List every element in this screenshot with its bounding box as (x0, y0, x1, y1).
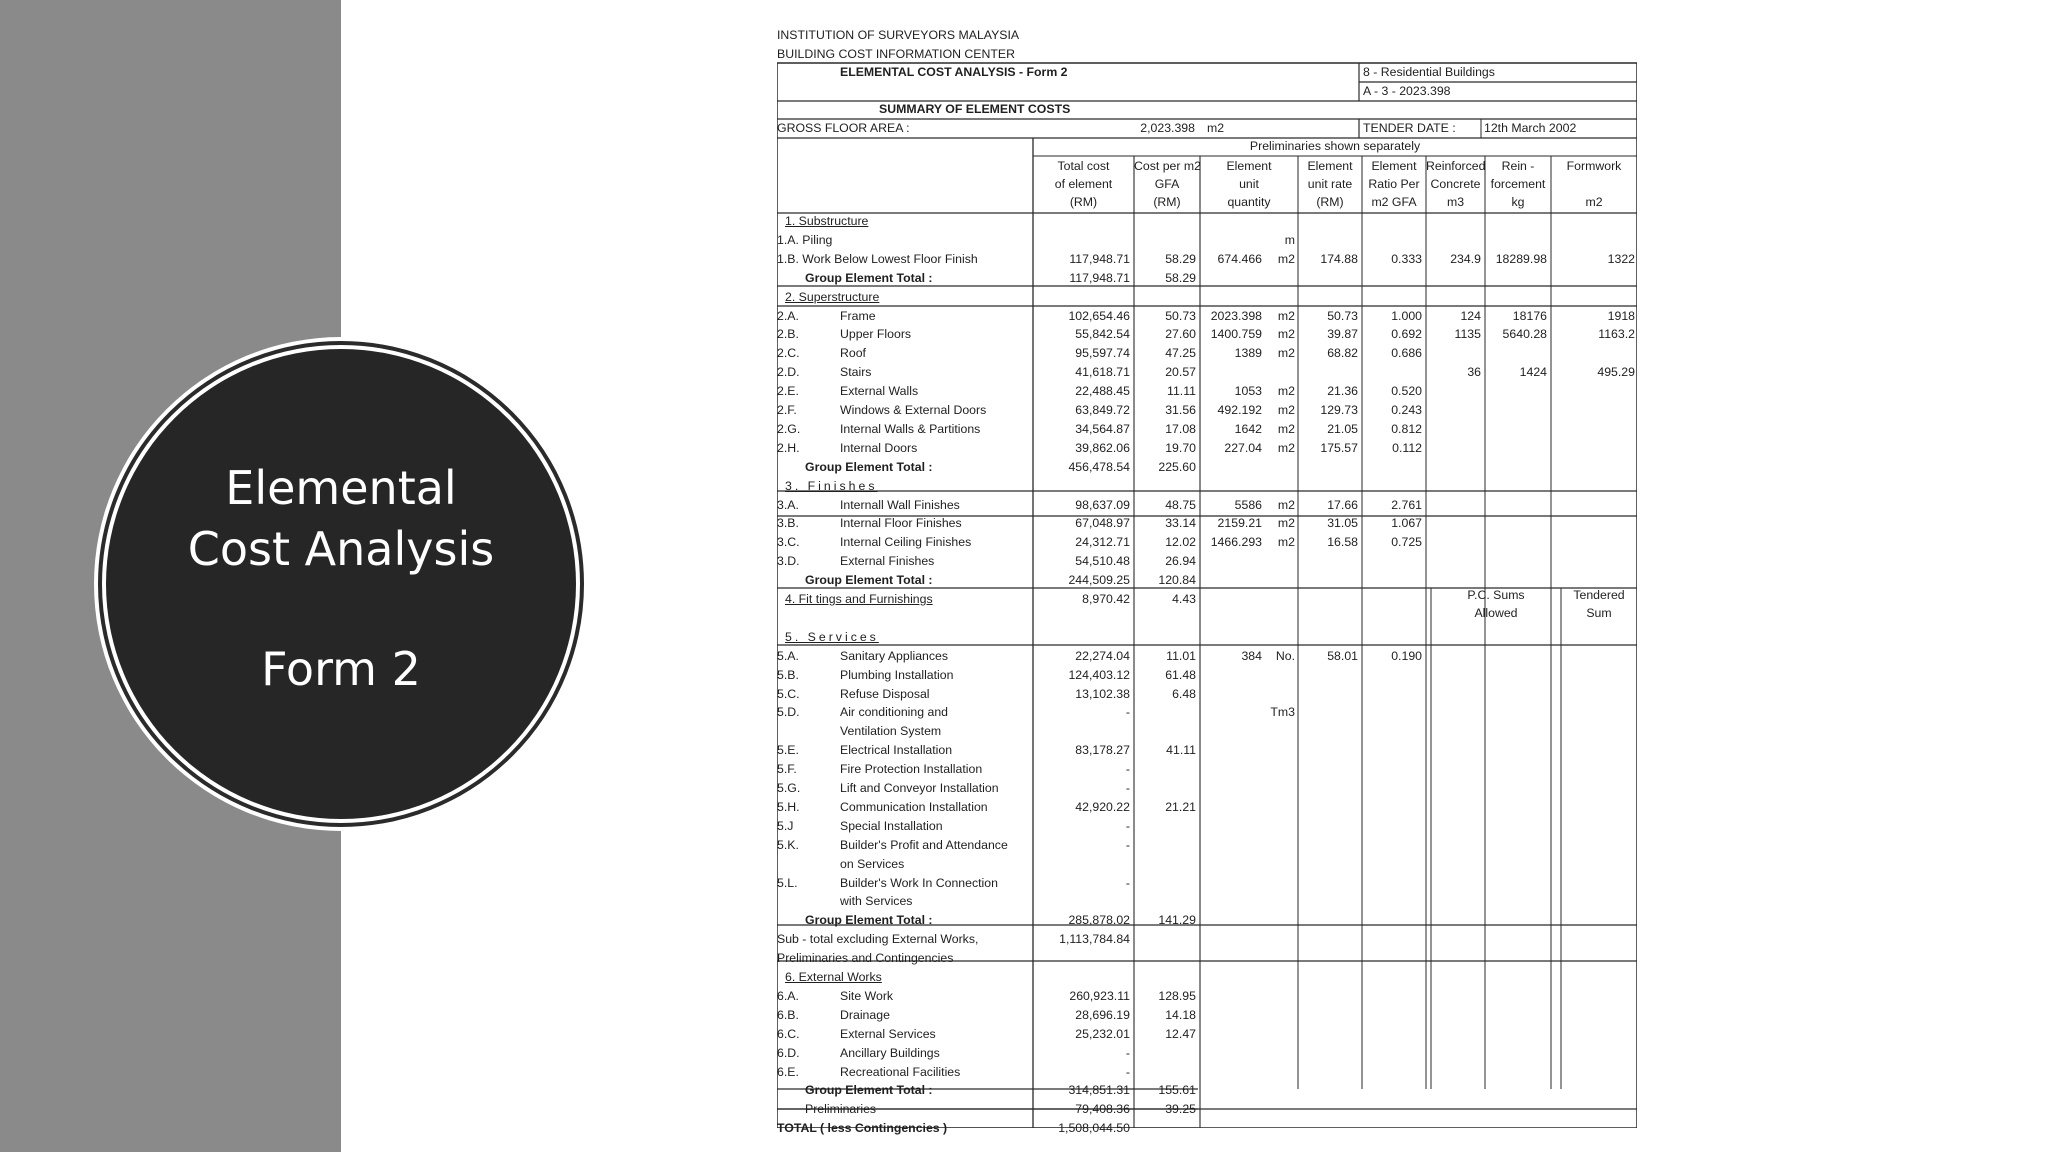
row-total-cost: 67,048.97 (1075, 516, 1130, 531)
row-code: 5.L. (777, 875, 798, 890)
row-element-quantity: 1389 (1234, 346, 1262, 361)
column-header-ratio: m2 GFA (1371, 195, 1417, 209)
column-header-cost-per-m2: Cost per m2 (1134, 159, 1201, 173)
row-cost-per-m2: 12.47 (1165, 1026, 1196, 1041)
row-element-name: Ancillary Buildings (840, 1045, 940, 1060)
row-code: 5.K. (777, 837, 799, 852)
column-header-unit-rate: Element (1307, 159, 1353, 173)
row-code: 3.A. (777, 497, 799, 512)
row-concrete: 234.9 (1450, 251, 1481, 266)
row-concrete: 124 (1460, 308, 1481, 323)
row-element-unit: m2 (1277, 384, 1295, 399)
row-total-cost: 1,508,044.50 (1058, 1121, 1130, 1136)
row-cost-per-m2: 128.95 (1158, 988, 1196, 1003)
reference-number: A - 3 - 2023.398 (1363, 84, 1451, 98)
row-element-unit: m2 (1277, 327, 1295, 342)
column-header-element-unit: quantity (1227, 195, 1271, 209)
row-code: 2.H. (777, 440, 800, 455)
row-cost-per-m2: 33.14 (1165, 516, 1196, 531)
row-element-unit: m (1284, 232, 1295, 247)
row-cost-per-m2: 48.75 (1165, 497, 1196, 512)
row-code: 2.G. (777, 421, 801, 436)
row-element-name: Recreational Facilities (840, 1064, 961, 1079)
row-element-name: Lift and Conveyor Installation (840, 781, 999, 795)
column-header-unit-rate: (RM) (1316, 195, 1344, 209)
row-cost-per-m2: 155.61 (1158, 1083, 1196, 1098)
row-element-unit: m2 (1277, 535, 1295, 550)
row-element-unit: m2 (1277, 497, 1295, 512)
row-total-cost: 95,597.74 (1075, 346, 1130, 361)
row-cost-per-m2: 11.11 (1167, 384, 1196, 399)
row-total-cost: - (1125, 1045, 1130, 1060)
row-cost-per-m2: 225.60 (1158, 459, 1196, 474)
row-code: 5.B. (777, 667, 799, 682)
row-element-name: with Services (840, 894, 913, 909)
row-element-unit: m2 (1277, 421, 1295, 436)
row-unit-rate: 58.01 (1327, 648, 1358, 663)
row-unit-rate: 39.87 (1327, 327, 1358, 342)
row-element-unit: m2 (1277, 346, 1295, 361)
row-element-unit: m2 (1277, 403, 1295, 417)
row-element-name: External Walls (840, 384, 919, 399)
row-total-cost: 25,232.01 (1075, 1026, 1130, 1041)
row-total-cost: 54,510.48 (1075, 554, 1130, 569)
row-total-cost: 83,178.27 (1075, 743, 1130, 758)
row-total-cost: 39,862.06 (1075, 440, 1130, 455)
row-element-name: Frame (840, 308, 876, 323)
row-code: 5.D. (777, 705, 800, 720)
row-element-ratio: 0.112 (1392, 440, 1422, 455)
row-unit-rate: 21.05 (1327, 421, 1358, 436)
row-code: 6.A. (777, 988, 799, 1003)
column-header-total-cost: of element (1054, 177, 1113, 191)
row-total-cost: - (1125, 1064, 1130, 1079)
row-unit-rate: 174.88 (1320, 251, 1358, 266)
row-cost-per-m2: 50.73 (1165, 308, 1196, 323)
row-element-name: Roof (840, 346, 866, 361)
column-header-unit-rate: unit rate (1307, 177, 1353, 191)
row-unit-rate: 31.05 (1327, 516, 1358, 531)
row-formwork: 1163.2 (1598, 327, 1635, 342)
row-code: 3.C. (777, 535, 800, 550)
column-header-cost-per-m2: (RM) (1153, 195, 1181, 209)
row-element-name: Air conditioning and (840, 705, 949, 720)
row-cost-per-m2: 120.84 (1158, 573, 1196, 588)
row-element-name: Fire Protection Installation (840, 762, 983, 777)
org-center: BUILDING COST INFORMATION CENTER (777, 47, 1015, 61)
row-reinforcement: 18289.98 (1495, 251, 1547, 266)
gfa-value: 2,023.398 (1140, 121, 1195, 135)
column-header-rebar: kg (1511, 195, 1525, 209)
row-concrete: 36 (1467, 365, 1481, 380)
row-element-name: Drainage (840, 1007, 890, 1022)
row-cost-per-m2: 39.25 (1165, 1102, 1196, 1117)
row-code: Sub - total excluding External Works, (777, 932, 979, 947)
row-code: 2.B. (777, 327, 799, 342)
row-total-cost: 117,948.71 (1069, 270, 1130, 285)
column-header-ratio: Ratio Per (1368, 177, 1420, 191)
row-element-unit: m2 (1277, 251, 1295, 266)
row-total-cost: 79,408.36 (1075, 1102, 1130, 1117)
row-total-cost: 124,403.12 (1068, 667, 1130, 682)
row-total-cost: 260,923.11 (1069, 988, 1130, 1003)
row-formwork: 495.29 (1597, 365, 1635, 380)
row-element-quantity: 1053 (1234, 384, 1262, 399)
row-element-quantity: 5586 (1234, 497, 1262, 512)
row-element-name: Builder's Profit and Attendance (840, 837, 1008, 852)
row-concrete: 1135 (1454, 327, 1481, 342)
row-element-quantity: 674.466 (1217, 251, 1262, 266)
row-element-quantity: 2159.21 (1217, 516, 1262, 531)
row-element-name: Group Element Total : (805, 913, 933, 928)
row-element-name: on Services (840, 856, 905, 871)
row-code: 3.D. (777, 554, 800, 569)
row-element-unit: m2 (1277, 440, 1295, 455)
row-cost-per-m2: 58.29 (1165, 270, 1196, 285)
row-reinforcement: 18176 (1512, 308, 1547, 323)
row-element-quantity: 384 (1241, 648, 1262, 663)
row-cost-per-m2: 61.48 (1165, 667, 1196, 682)
row-element-name: Sanitary Appliances (840, 648, 949, 663)
row-total-cost: 55,842.54 (1075, 327, 1130, 342)
row-cost-per-m2: 31.56 (1165, 403, 1196, 417)
pc-sums-label-2: Allowed (1474, 606, 1518, 620)
column-header-cost-per-m2: GFA (1154, 177, 1180, 191)
row-code: 5.F. (777, 762, 797, 777)
row-code: 5.A. (777, 648, 799, 663)
row-element-unit: Tm3 (1270, 705, 1295, 720)
row-element-name: Group Element Total : (805, 270, 933, 285)
row-total-cost: - (1125, 837, 1130, 852)
row-total-cost: 42,920.22 (1075, 799, 1130, 814)
row-code: Preliminaries and Contingencies (777, 951, 954, 966)
row-element-name: Windows & External Doors (840, 403, 987, 417)
row-cost-per-m2: 27.60 (1165, 327, 1196, 342)
row-cost-per-m2: 11.01 (1166, 648, 1196, 663)
row-element-unit: No. (1275, 648, 1295, 663)
column-header-element-unit: Element (1226, 159, 1272, 173)
row-total-cost: 8,970.42 (1082, 592, 1130, 606)
row-element-ratio: 2.761 (1391, 497, 1422, 512)
row-cost-per-m2: 26.94 (1165, 554, 1196, 569)
row-total-cost: - (1125, 781, 1130, 795)
row-unit-rate: 129.73 (1320, 403, 1358, 417)
row-element-ratio: 0.333 (1391, 251, 1422, 266)
row-code: 5. Services (785, 629, 879, 644)
row-code: 6.D. (777, 1045, 800, 1060)
row-total-cost: 117,948.71 (1069, 251, 1130, 266)
tendered-sum-label-2: Sum (1586, 606, 1612, 620)
row-cost-per-m2: 6.48 (1172, 686, 1196, 701)
column-header-concrete: m3 (1446, 195, 1465, 209)
column-header-concrete: Reinforced (1426, 159, 1486, 173)
building-category: 8 - Residential Buildings (1363, 65, 1495, 79)
row-element-ratio: 0.243 (1391, 403, 1422, 417)
row-code: 2. Superstructure (785, 289, 880, 304)
row-total-cost: 285,878.02 (1068, 913, 1130, 928)
slide-title-line-2: Cost Analysis (187, 522, 495, 576)
gfa-unit: m2 (1207, 121, 1225, 135)
cost-analysis-form (777, 25, 1637, 1136)
row-element-unit: m2 (1277, 516, 1295, 531)
column-header-rebar: Rein - (1501, 159, 1535, 173)
row-element-quantity: 2023.398 (1210, 308, 1262, 323)
row-code: 2.F. (777, 403, 797, 417)
gfa-label: GROSS FLOOR AREA : (777, 121, 910, 135)
row-total-cost: 22,488.45 (1075, 384, 1130, 399)
row-element-ratio: 1.067 (1391, 516, 1422, 531)
row-code: 6.B. (777, 1007, 799, 1022)
tender-date-value: 12th March 2002 (1484, 121, 1577, 135)
row-formwork: 1322 (1607, 251, 1635, 266)
row-code: 5.J (777, 818, 794, 833)
tender-date-label: TENDER DATE : (1363, 121, 1456, 135)
row-element-name: Internall Wall Finishes (840, 497, 960, 512)
row-element-ratio: 0.686 (1391, 346, 1422, 361)
row-code: 5.G. (777, 781, 801, 795)
column-header-element-unit: unit (1239, 177, 1259, 191)
row-code: 5.H. (777, 799, 800, 814)
row-reinforcement: 5640.28 (1502, 327, 1547, 342)
row-element-name: Internal Floor Finishes (840, 516, 962, 531)
row-unit-rate: 21.36 (1327, 384, 1358, 399)
row-code: 3. Finishes (785, 478, 878, 493)
row-total-cost: 63,849.72 (1075, 403, 1130, 417)
row-element-name: External Finishes (840, 554, 935, 569)
row-total-cost: 34,564.87 (1075, 421, 1130, 436)
row-total-cost: 22,274.04 (1075, 648, 1130, 663)
row-code: 1. Substructure (785, 214, 869, 228)
row-code: 1.B. Work Below Lowest Floor Finish (777, 251, 978, 266)
row-total-cost: - (1125, 705, 1130, 720)
column-header-formwork: m2 (1585, 195, 1603, 209)
column-header-ratio: Element (1371, 159, 1417, 173)
row-element-name: Preliminaries (805, 1102, 877, 1117)
row-element-name: Ventilation System (840, 724, 942, 739)
row-formwork: 1918 (1607, 308, 1635, 323)
row-total-cost: 98,637.09 (1075, 497, 1130, 512)
row-element-name: Refuse Disposal (840, 686, 930, 701)
row-element-ratio: 0.520 (1391, 384, 1422, 399)
row-total-cost: 1,113,784.84 (1059, 932, 1130, 947)
row-unit-rate: 17.66 (1327, 497, 1358, 512)
row-cost-per-m2: 17.08 (1165, 421, 1196, 436)
row-element-ratio: 0.812 (1391, 421, 1422, 436)
column-header-concrete: Concrete (1430, 177, 1481, 191)
row-cost-per-m2: 20.57 (1165, 365, 1196, 380)
column-header-total-cost: Total cost (1057, 159, 1110, 173)
row-element-name: Plumbing Installation (840, 667, 954, 682)
row-element-name: Group Element Total : (805, 1083, 933, 1098)
row-total-cost: 244,509.25 (1068, 573, 1130, 588)
row-element-quantity: 1642 (1234, 421, 1262, 436)
row-code: 3.B. (777, 516, 799, 531)
row-element-unit: m2 (1277, 308, 1295, 323)
column-header-rebar: forcement (1490, 177, 1546, 191)
row-total-cost: 41,618.71 (1075, 365, 1130, 380)
row-unit-rate: 16.58 (1327, 535, 1358, 550)
row-element-name: Upper Floors (840, 327, 912, 342)
row-total-cost: 13,102.38 (1075, 686, 1130, 701)
row-code: 4. Fit tings and Furnishings (785, 592, 933, 606)
row-element-name: Electrical Installation (840, 743, 953, 758)
row-total-cost: 456,478.54 (1068, 459, 1130, 474)
tendered-sum-label-1: Tendered (1573, 588, 1625, 602)
row-element-name: External Services (840, 1026, 936, 1041)
row-element-name: Communication Installation (840, 799, 988, 814)
row-total-cost: 102,654.46 (1068, 308, 1130, 323)
row-code: 2.A. (777, 308, 799, 323)
row-element-quantity: 492.192 (1217, 403, 1262, 417)
row-cost-per-m2: 141.29 (1158, 913, 1196, 928)
row-element-name: Special Installation (840, 818, 943, 833)
row-element-name: Group Element Total : (805, 459, 933, 474)
row-total-cost: 28,696.19 (1075, 1007, 1130, 1022)
row-code: 2.E. (777, 384, 799, 399)
row-element-ratio: 0.190 (1391, 648, 1422, 663)
row-unit-rate: 175.57 (1320, 440, 1358, 455)
row-element-name: Internal Ceiling Finishes (840, 535, 972, 550)
title-circle-fill (106, 349, 576, 819)
row-total-cost: - (1125, 762, 1130, 777)
row-element-name: Stairs (840, 365, 872, 380)
pc-sums-label-1: P.C. Sums (1467, 588, 1525, 602)
slide-subtitle: Form 2 (261, 642, 421, 696)
row-element-ratio: 0.692 (1391, 327, 1422, 342)
row-element-name: Site Work (840, 988, 894, 1003)
row-element-name: Internal Walls & Partitions (840, 421, 981, 436)
row-code: 6.C. (777, 1026, 800, 1041)
row-cost-per-m2: 47.25 (1165, 346, 1196, 361)
row-element-ratio: 1.000 (1391, 308, 1422, 323)
row-total-cost: - (1125, 875, 1130, 890)
summary-title: SUMMARY OF ELEMENT COSTS (879, 102, 1071, 116)
row-unit-rate: 68.82 (1327, 346, 1358, 361)
row-code: 2.C. (777, 346, 800, 361)
row-element-quantity: 227.04 (1224, 440, 1262, 455)
row-cost-per-m2: 14.18 (1165, 1007, 1196, 1022)
row-cost-per-m2: 4.43 (1172, 592, 1196, 606)
row-code: 6.E. (777, 1064, 799, 1079)
row-element-ratio: 0.725 (1391, 535, 1422, 550)
preliminaries-note: Preliminaries shown separately (1249, 139, 1421, 153)
column-header-formwork: Formwork (1566, 159, 1622, 173)
row-element-name: Internal Doors (840, 440, 918, 455)
row-cost-per-m2: 21.21 (1165, 799, 1196, 814)
column-header-total-cost: (RM) (1069, 195, 1098, 209)
form-title: ELEMENTAL COST ANALYSIS - Form 2 (840, 65, 1068, 79)
row-code: 6. External Works (785, 970, 882, 984)
row-cost-per-m2: 41.11 (1166, 743, 1196, 758)
row-code: 5.C. (777, 686, 800, 701)
row-cost-per-m2: 12.02 (1165, 535, 1196, 550)
row-element-name: Builder's Work In Connection (840, 875, 998, 890)
row-cost-per-m2: 58.29 (1165, 251, 1196, 266)
org-name: INSTITUTION OF SURVEYORS MALAYSIA (777, 28, 1020, 42)
row-total-cost: 24,312.71 (1075, 535, 1130, 550)
title-circle (94, 337, 588, 831)
row-unit-rate: 50.73 (1327, 308, 1358, 323)
row-total-cost: - (1125, 818, 1130, 833)
row-element-quantity: 1466.293 (1210, 535, 1262, 550)
slide-title-line-1: Elemental (225, 461, 457, 515)
row-code: 1.A. Piling (777, 232, 833, 247)
row-code: 2.D. (777, 365, 800, 380)
row-code: TOTAL ( less Contingencies ) (777, 1121, 948, 1136)
row-code: 5.E. (777, 743, 799, 758)
row-reinforcement: 1424 (1519, 365, 1547, 380)
row-element-quantity: 1400.759 (1210, 327, 1262, 342)
row-element-name: Group Element Total : (805, 573, 933, 588)
row-cost-per-m2: 19.70 (1165, 440, 1196, 455)
row-total-cost: 314,851.31 (1068, 1083, 1130, 1098)
